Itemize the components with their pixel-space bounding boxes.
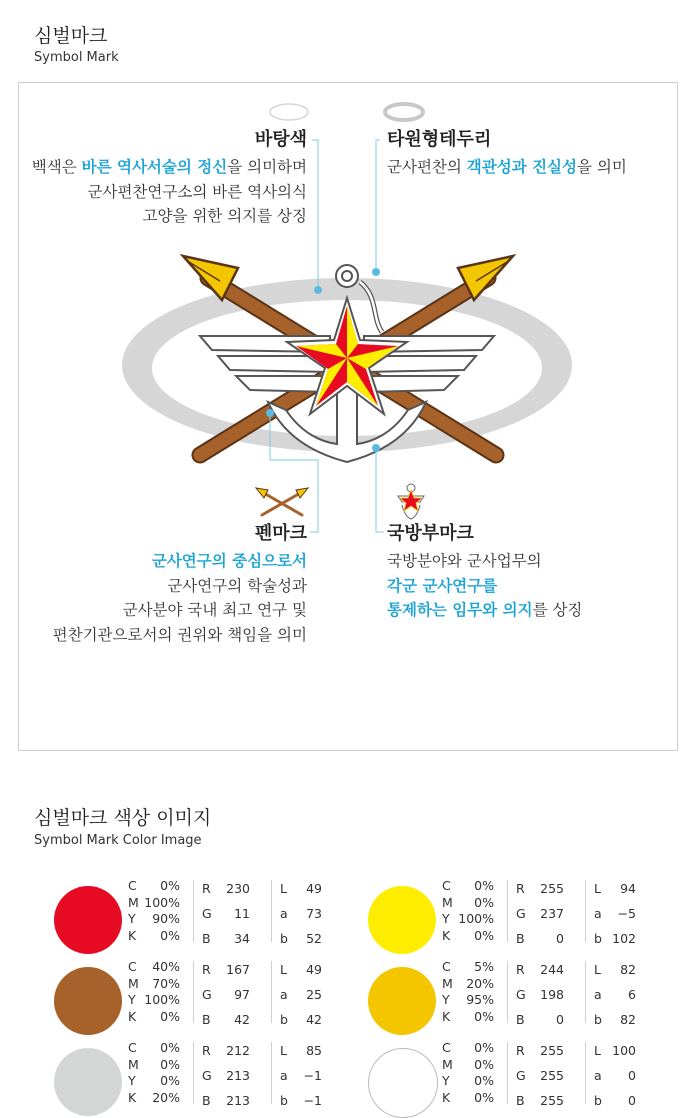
cmyk-c-value: C 0% [442,1040,494,1055]
divider [271,1042,272,1104]
defense-mark-title: 국방부마크 [387,523,474,544]
rgb-b-value: B 255 [516,1093,564,1108]
background-color-line1: 백색은 바른 역사서술의 정신을 의미하며 [31,158,307,176]
lab-b-value: b 52 [280,931,322,946]
oval-border-line1: 군사편찬의 객관성과 진실성을 의미 [387,158,627,176]
cmyk-y-value: Y 0% [442,1073,494,1088]
background-color-line3: 고양을 위한 의지를 상징 [142,207,307,225]
cmyk-k-value: K 20% [128,1089,180,1105]
background-color-line2: 군사편찬연구소의 바른 역사의식 [87,182,307,201]
cmyk-c-value: C 0% [442,878,494,893]
cmyk-k-value: K 0% [442,927,494,943]
rgb-b-value: B 0 [516,931,564,946]
cmyk-m-value: M 100% [128,894,180,910]
cmyk-y-value: Y 0% [128,1073,180,1088]
divider [193,961,194,1023]
cmyk-c-value: C 0% [128,878,180,893]
rgb-g-value: G 255 [516,1068,564,1083]
lab-l-value: L 49 [280,881,322,896]
cmyk-k-value: K 0% [442,1089,494,1105]
divider [193,1042,194,1104]
gray-ring-icon [385,104,423,120]
rgb-b-value: B 213 [202,1093,250,1108]
pen-mark-line4: 편찬기관으로서의 권위와 책임을 의미 [52,625,307,644]
divider [507,961,508,1023]
defense-mark-line3: 통제하는 임무와 의지를 상징 [387,601,583,619]
color-values [442,878,682,948]
color-swatch [368,967,436,1035]
pen-mark-block [20,522,307,647]
pen-mark-line2: 군사연구의 학술성과 [167,576,307,595]
lab-b-value: b −1 [280,1093,322,1108]
color-values [442,1040,682,1110]
color-swatch [368,1048,438,1118]
lab-l-value: L 85 [280,1043,322,1058]
symbol-mark-title: 심벌마크 [34,25,108,47]
background-color-block [20,128,307,229]
oval-border-block [387,128,687,180]
lab-a-value: a 6 [594,987,636,1002]
pen-mark-title: 펜마크 [254,523,307,544]
lab-b-value: b 0 [594,1093,636,1108]
cmyk-k-value: K 0% [442,1008,494,1024]
divider [507,880,508,942]
lab-a-value: a −5 [594,906,636,921]
rgb-g-value: G 213 [202,1068,250,1083]
symbol-mark-subtitle: Symbol Mark [34,50,119,65]
cmyk-m-value: M 20% [442,975,494,991]
rgb-g-value: G 97 [202,987,250,1002]
oval-border-title: 타원형테두리 [387,129,492,150]
rgb-r-value: R 167 [202,962,250,977]
cmyk-k-value: K 0% [128,927,180,943]
lab-a-value: a 73 [280,906,322,921]
lab-a-value: a −1 [280,1068,322,1083]
defense-mark-line1: 국방분야와 군사업무의 [387,552,542,570]
cmyk-y-value: Y 90% [128,911,180,926]
cmyk-m-value: M 0% [128,1056,180,1072]
lab-b-value: b 102 [594,931,636,946]
rgb-r-value: R 255 [516,881,564,896]
divider [507,1042,508,1104]
rgb-b-value: B 42 [202,1012,250,1027]
cmyk-k-value: K 0% [128,1008,180,1024]
color-values [128,878,368,948]
color-values [128,1040,368,1110]
rgb-g-value: G 198 [516,987,564,1002]
rgb-r-value: R 244 [516,962,564,977]
lab-a-value: a 25 [280,987,322,1002]
divider [193,880,194,942]
cmyk-m-value: M 0% [442,894,494,910]
rgb-b-value: B 0 [516,1012,564,1027]
rgb-g-value: G 237 [516,906,564,921]
lab-a-value: a 0 [594,1068,636,1083]
pen-mark-line1: 군사연구의 중심으로서 [151,552,307,570]
divider [585,880,586,942]
rgb-r-value: R 255 [516,1043,564,1058]
color-values [128,959,368,1029]
pen-mark-line3: 군사분야 국내 최고 연구 및 [122,601,307,619]
color-swatch [54,1048,122,1116]
cmyk-m-value: M 0% [442,1056,494,1072]
lab-l-value: L 94 [594,881,636,896]
rgb-r-value: R 212 [202,1043,250,1058]
pen-mark-icon [256,488,308,515]
color-swatch [368,886,436,954]
defense-mark-block [387,522,677,623]
lab-b-value: b 82 [594,1012,636,1027]
color-values [442,959,682,1029]
cmyk-y-value: Y 95% [442,992,494,1007]
divider [271,880,272,942]
rgb-r-value: R 230 [202,881,250,896]
cmyk-y-value: Y 100% [442,911,494,926]
lab-l-value: L 49 [280,962,322,977]
cmyk-c-value: C 40% [128,959,180,974]
divider [271,961,272,1023]
lab-l-value: L 82 [594,962,636,977]
divider [585,1042,586,1104]
white-ellipse-icon [270,104,308,120]
cmyk-c-value: C 0% [128,1040,180,1055]
rgb-g-value: G 11 [202,906,250,921]
background-color-title: 바탕색 [254,129,307,150]
color-image-title: 심벌마크 색상 이미지 [34,807,212,829]
defense-mark-line2: 각군 군사연구를 [387,576,498,595]
color-swatch [54,967,122,1035]
defense-mark-icon [398,484,424,519]
lab-l-value: L 100 [594,1043,636,1058]
rgb-b-value: B 34 [202,931,250,946]
color-image-subtitle: Symbol Mark Color Image [34,833,202,848]
color-swatch [54,886,122,954]
cmyk-m-value: M 70% [128,975,180,991]
divider [585,961,586,1023]
cmyk-y-value: Y 100% [128,992,180,1007]
lab-b-value: b 42 [280,1012,322,1027]
cmyk-c-value: C 5% [442,959,494,974]
